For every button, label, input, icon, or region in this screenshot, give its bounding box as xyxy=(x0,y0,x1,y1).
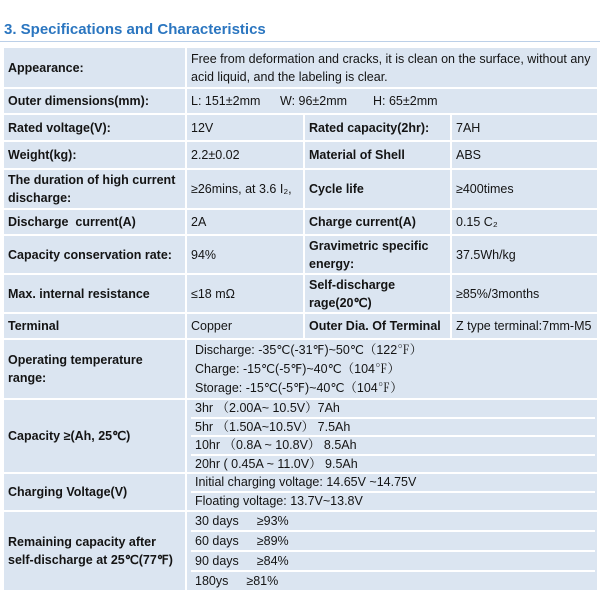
initial-charging-voltage-line: Initial charging voltage: 14.65V ~14.75V xyxy=(195,475,417,489)
charge-current-label: Charge current(A) xyxy=(305,210,450,234)
rated-voltage-value: 12V xyxy=(187,115,303,140)
remaining-period: 30 days xyxy=(195,514,239,528)
spec-row-conservation-energy xyxy=(4,236,597,273)
high-current-discharge-value: ≥26mins, at 3.6 I₂, xyxy=(187,170,303,208)
spec-row-outer-dimensions xyxy=(4,89,597,113)
spec-row-charging-voltage xyxy=(4,474,597,510)
appearance-value: Free from deformation and cracks, it is clean on the surface, without any acid liquid, and the labeling is clear. xyxy=(187,48,597,87)
terminal-value: Copper xyxy=(187,314,303,338)
temperature-storage-line: Storage: -15℃(-5℉)~40℃（104℉） xyxy=(195,380,403,395)
spec-row-resistance-selfdischarge xyxy=(4,275,597,312)
terminal-label: Terminal xyxy=(4,314,185,338)
charge-current-value: 0.15 C₂ xyxy=(452,210,597,234)
spec-table xyxy=(2,46,599,592)
operating-temperature-label: Operating temperature range: xyxy=(4,340,185,398)
remaining-capacity-label: Remaining capacity after self-discharge at 25℃(77℉) xyxy=(4,512,185,590)
outer-dimensions-label: Outer dimensions(mm): xyxy=(4,89,185,113)
spec-row-terminal xyxy=(4,314,597,338)
discharge-current-value: 2A xyxy=(187,210,303,234)
rated-voltage-label: Rated voltage(V): xyxy=(4,115,185,140)
capacity-line-5hr: 5hr （1.50A~10.5V） 7.5Ah xyxy=(191,417,595,436)
floating-voltage-line: Floating voltage: 13.7V~13.8V xyxy=(191,491,595,510)
cycle-life-label: Cycle life xyxy=(305,170,450,208)
spec-row-voltage-capacity xyxy=(4,115,597,140)
dimension-height: H: 65±2mm xyxy=(373,94,438,108)
outer-dimensions-value xyxy=(187,89,597,113)
appearance-label: Appearance: xyxy=(4,48,185,87)
spec-row-capacity xyxy=(4,400,597,472)
remaining-capacity-entry xyxy=(191,512,595,530)
title-divider xyxy=(0,41,600,42)
remaining-percent: ≥89% xyxy=(256,534,289,548)
weight-value: 2.2±0.02 xyxy=(187,142,303,168)
remaining-capacity-entry xyxy=(191,530,595,550)
remaining-percent: ≥84% xyxy=(256,554,289,568)
self-discharge-rate-label: Self-discharge rage(20℃) xyxy=(305,275,450,312)
discharge-current-label: Discharge current(A) xyxy=(4,210,185,234)
max-internal-resistance-value: ≤18 mΩ xyxy=(187,275,303,312)
section-title: 3. Specifications and Characteristics xyxy=(4,21,266,38)
remaining-capacity-entry xyxy=(191,570,595,590)
cycle-life-value: ≥400times xyxy=(452,170,597,208)
material-of-shell-label: Material of Shell xyxy=(305,142,450,168)
operating-temperature-value xyxy=(187,340,597,398)
remaining-capacity-value xyxy=(187,512,597,590)
rated-capacity-label: Rated capacity(2hr): xyxy=(305,115,450,140)
capacity-conservation-rate-label: Capacity conservation rate: xyxy=(4,236,185,273)
spec-row-appearance xyxy=(4,48,597,87)
spec-row-currents xyxy=(4,210,597,234)
temperature-charge-line: Charge: -15℃(-5℉)~40℃（104℉） xyxy=(195,361,400,376)
remaining-percent: ≥81% xyxy=(246,574,279,588)
self-discharge-rate-value: ≥85%/3months xyxy=(452,275,597,312)
spec-row-operating-temperature xyxy=(4,340,597,398)
capacity-label: Capacity ≥(Ah, 25℃) xyxy=(4,400,185,472)
temperature-discharge-line: Discharge: -35℃(-31℉)~50℃（122℉） xyxy=(195,342,423,357)
outer-dia-of-terminal-label: Outer Dia. Of Terminal xyxy=(305,314,450,338)
remaining-percent: ≥93% xyxy=(256,514,289,528)
spec-table-body xyxy=(4,48,597,590)
outer-dia-of-terminal-value: Z type terminal:7mm-M5 xyxy=(452,314,597,338)
remaining-period: 60 days xyxy=(195,534,239,548)
material-of-shell-value: ABS xyxy=(452,142,597,168)
dimension-width: W: 96±2mm xyxy=(280,94,348,108)
high-current-discharge-label: The duration of high current discharge: xyxy=(4,170,185,208)
capacity-line-10hr: 10hr （0.8A ~ 10.8V） 8.5Ah xyxy=(191,435,595,454)
charging-voltage-value xyxy=(187,474,597,510)
capacity-conservation-rate-value: 94% xyxy=(187,236,303,273)
max-internal-resistance-label: Max. internal resistance xyxy=(4,275,185,312)
dimension-length: L: 151±2mm xyxy=(191,94,261,108)
capacity-value xyxy=(187,400,597,472)
remaining-period: 180ys xyxy=(195,574,229,588)
spec-row-discharge-cycle xyxy=(4,170,597,208)
gravimetric-specific-energy-label: Gravimetric specific energy: xyxy=(305,236,450,273)
capacity-line-3hr: 3hr （2.00A~ 10.5V）7Ah xyxy=(195,401,340,415)
weight-label: Weight(kg): xyxy=(4,142,185,168)
spec-row-weight-material xyxy=(4,142,597,168)
charging-voltage-label: Charging Voltage(V) xyxy=(4,474,185,510)
capacity-line-20hr: 20hr ( 0.45A ~ 11.0V） 9.5Ah xyxy=(191,454,595,473)
remaining-capacity-entry xyxy=(191,550,595,570)
gravimetric-specific-energy-value: 37.5Wh/kg xyxy=(452,236,597,273)
rated-capacity-value: 7AH xyxy=(452,115,597,140)
spec-row-remaining-capacity xyxy=(4,512,597,590)
remaining-period: 90 days xyxy=(195,554,239,568)
